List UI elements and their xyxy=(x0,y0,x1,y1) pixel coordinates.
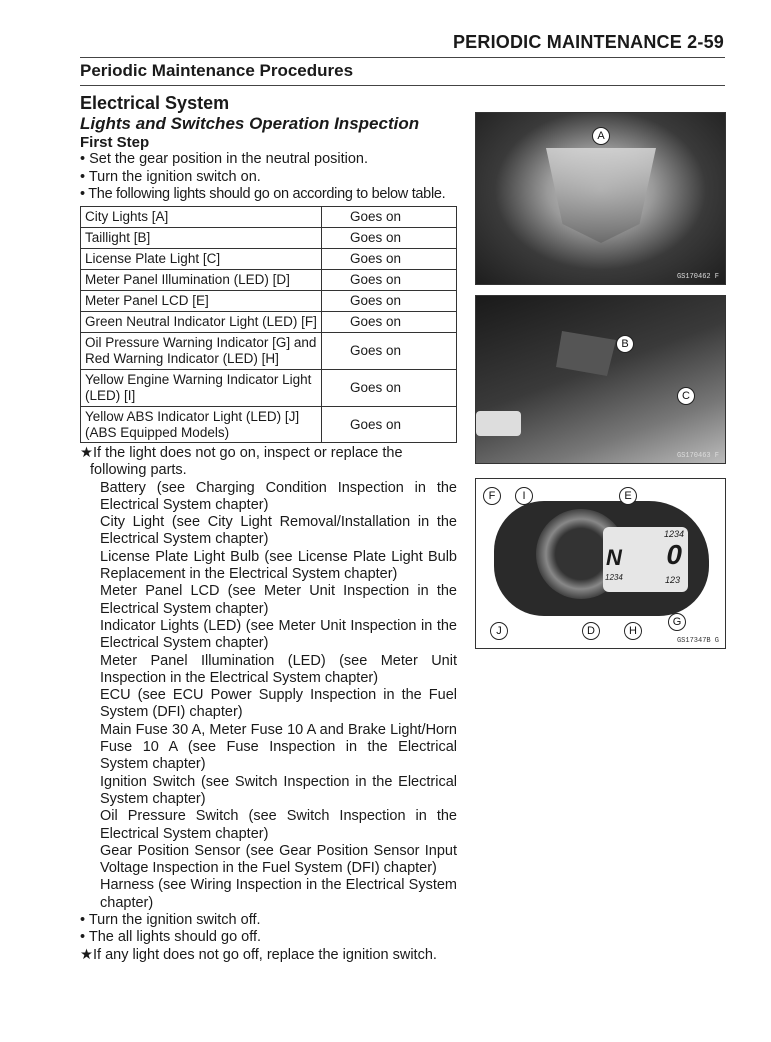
cell: Taillight [B] xyxy=(81,228,322,249)
note: ★If any light does not go off, replace the ignition switch. xyxy=(80,946,437,963)
bullet: • Turn the ignition switch off. xyxy=(80,912,261,929)
table-row xyxy=(81,312,457,333)
table-row xyxy=(81,370,457,407)
cell: Yellow ABS Indicator Light (LED) [J] (ABS Equipped Models) xyxy=(81,407,322,443)
taillight-shape xyxy=(556,331,616,376)
table-row xyxy=(81,228,457,249)
figure-code: GS170462 F xyxy=(676,273,719,281)
figure-taillight xyxy=(475,295,726,464)
bullet: • The all lights should go off. xyxy=(80,929,262,946)
callout-e: E xyxy=(619,487,637,505)
headlight-shape xyxy=(546,148,656,243)
part-item: License Plate Light Bulb (see License Plate Light Bulb Replacement in the Electrical System chapter) xyxy=(100,548,457,583)
callout-d: D xyxy=(582,622,600,640)
part-item: Oil Pressure Switch (see Switch Inspection in the Electrical System chapter) xyxy=(100,808,457,842)
heading: Electrical System xyxy=(80,93,230,113)
callout-c: C xyxy=(677,387,695,405)
part-item: Meter Panel Illumination (LED) (see Meter Unit Inspection in the Electrical System chapter) xyxy=(100,652,457,686)
cell: Goes on xyxy=(322,407,457,443)
cell: Goes on xyxy=(322,270,457,291)
bullet: • Turn the ignition switch on. xyxy=(80,169,261,185)
cell: Goes on xyxy=(322,291,457,312)
gear-indicator: N xyxy=(606,545,622,570)
page-header: PERIODIC MAINTENANCE 2-59 xyxy=(452,32,724,52)
table-row xyxy=(81,333,457,370)
callout-f: F xyxy=(483,487,501,505)
cell: License Plate Light [C] xyxy=(81,249,322,270)
figure-code: GS17347B G xyxy=(676,637,719,645)
bullet: • The following lights should go on according to below table. xyxy=(80,186,446,202)
note: ★If the light does not go on, inspect or replace the following parts. xyxy=(80,445,403,479)
lights-table xyxy=(80,206,457,443)
callout-b: B xyxy=(616,335,634,353)
turn-signal-shape xyxy=(476,411,521,436)
part-item: ECU (see ECU Power Supply Inspection in the Fuel System (DFI) chapter) xyxy=(100,687,457,721)
cell: Goes on xyxy=(322,228,457,249)
part-item: Ignition Switch (see Switch Inspection in the Electrical System chapter) xyxy=(100,773,457,807)
part-item: Battery (see Charging Condition Inspection in the Electrical System chapter) xyxy=(100,479,457,513)
part-item: Harness (see Wiring Inspection in the Electrical System chapter) xyxy=(100,877,457,911)
callout-i: I xyxy=(515,487,533,505)
table-row xyxy=(81,291,457,312)
subheading: Lights and Switches Operation Inspection xyxy=(80,114,420,133)
lcd-trip: 123 xyxy=(664,575,680,585)
cell: Meter Panel LCD [E] xyxy=(81,291,322,312)
part-item: Indicator Lights (LED) (see Meter Unit Inspection in the Electrical System chapter) xyxy=(100,617,457,652)
cell: Meter Panel Illumination (LED) [D] xyxy=(81,270,322,291)
figure-meter xyxy=(475,478,726,649)
callout-a: A xyxy=(592,127,610,145)
divider xyxy=(80,57,725,58)
part-item: City Light (see City Light Removal/Installation in the Electrical System chapter) xyxy=(100,514,457,548)
lcd-panel xyxy=(603,527,688,592)
part-item: Meter Panel LCD (see Meter Unit Inspection in the Electrical System chapter) xyxy=(100,583,457,617)
cell: Goes on xyxy=(322,312,457,333)
cell: Goes on xyxy=(322,333,457,370)
table-row xyxy=(81,407,457,443)
instructions xyxy=(80,445,457,964)
table-row xyxy=(81,207,457,228)
cell: Yellow Engine Warning Indicator Light (LED) [I] xyxy=(81,370,322,407)
cell: Goes on xyxy=(322,249,457,270)
callout-j: J xyxy=(490,622,508,640)
table-row xyxy=(81,249,457,270)
cell: Goes on xyxy=(322,207,457,228)
lcd-odometer: 1234 xyxy=(663,529,684,539)
bullet: • Set the gear position in the neutral position. xyxy=(80,151,369,167)
lcd-speed: 0 xyxy=(666,539,682,570)
callout-g: G xyxy=(668,613,686,631)
part-item: Main Fuse 30 A, Meter Fuse 10 A and Brake Light/Horn Fuse 10 A (see Fuse Inspection in the Electrical System chapter) xyxy=(100,721,457,773)
step-heading: First Step xyxy=(80,134,150,151)
table-row xyxy=(81,270,457,291)
lcd-clock: 1234 xyxy=(605,573,623,582)
cell: Goes on xyxy=(322,370,457,407)
figure-city-lights xyxy=(475,112,726,285)
cell: City Lights [A] xyxy=(81,207,322,228)
section-title: Periodic Maintenance Procedures xyxy=(80,61,354,80)
cell: Oil Pressure Warning Indicator [G] and Red Warning Indicator (LED) [H] xyxy=(81,333,322,370)
divider xyxy=(80,85,725,86)
callout-h: H xyxy=(624,622,642,640)
part-item: Gear Position Sensor (see Gear Position Sensor Input Voltage Inspection in the Fuel System (DFI) chapter) xyxy=(100,842,457,877)
figure-code: GS170463 F xyxy=(676,452,719,460)
cell: Green Neutral Indicator Light (LED) [F] xyxy=(81,312,322,333)
